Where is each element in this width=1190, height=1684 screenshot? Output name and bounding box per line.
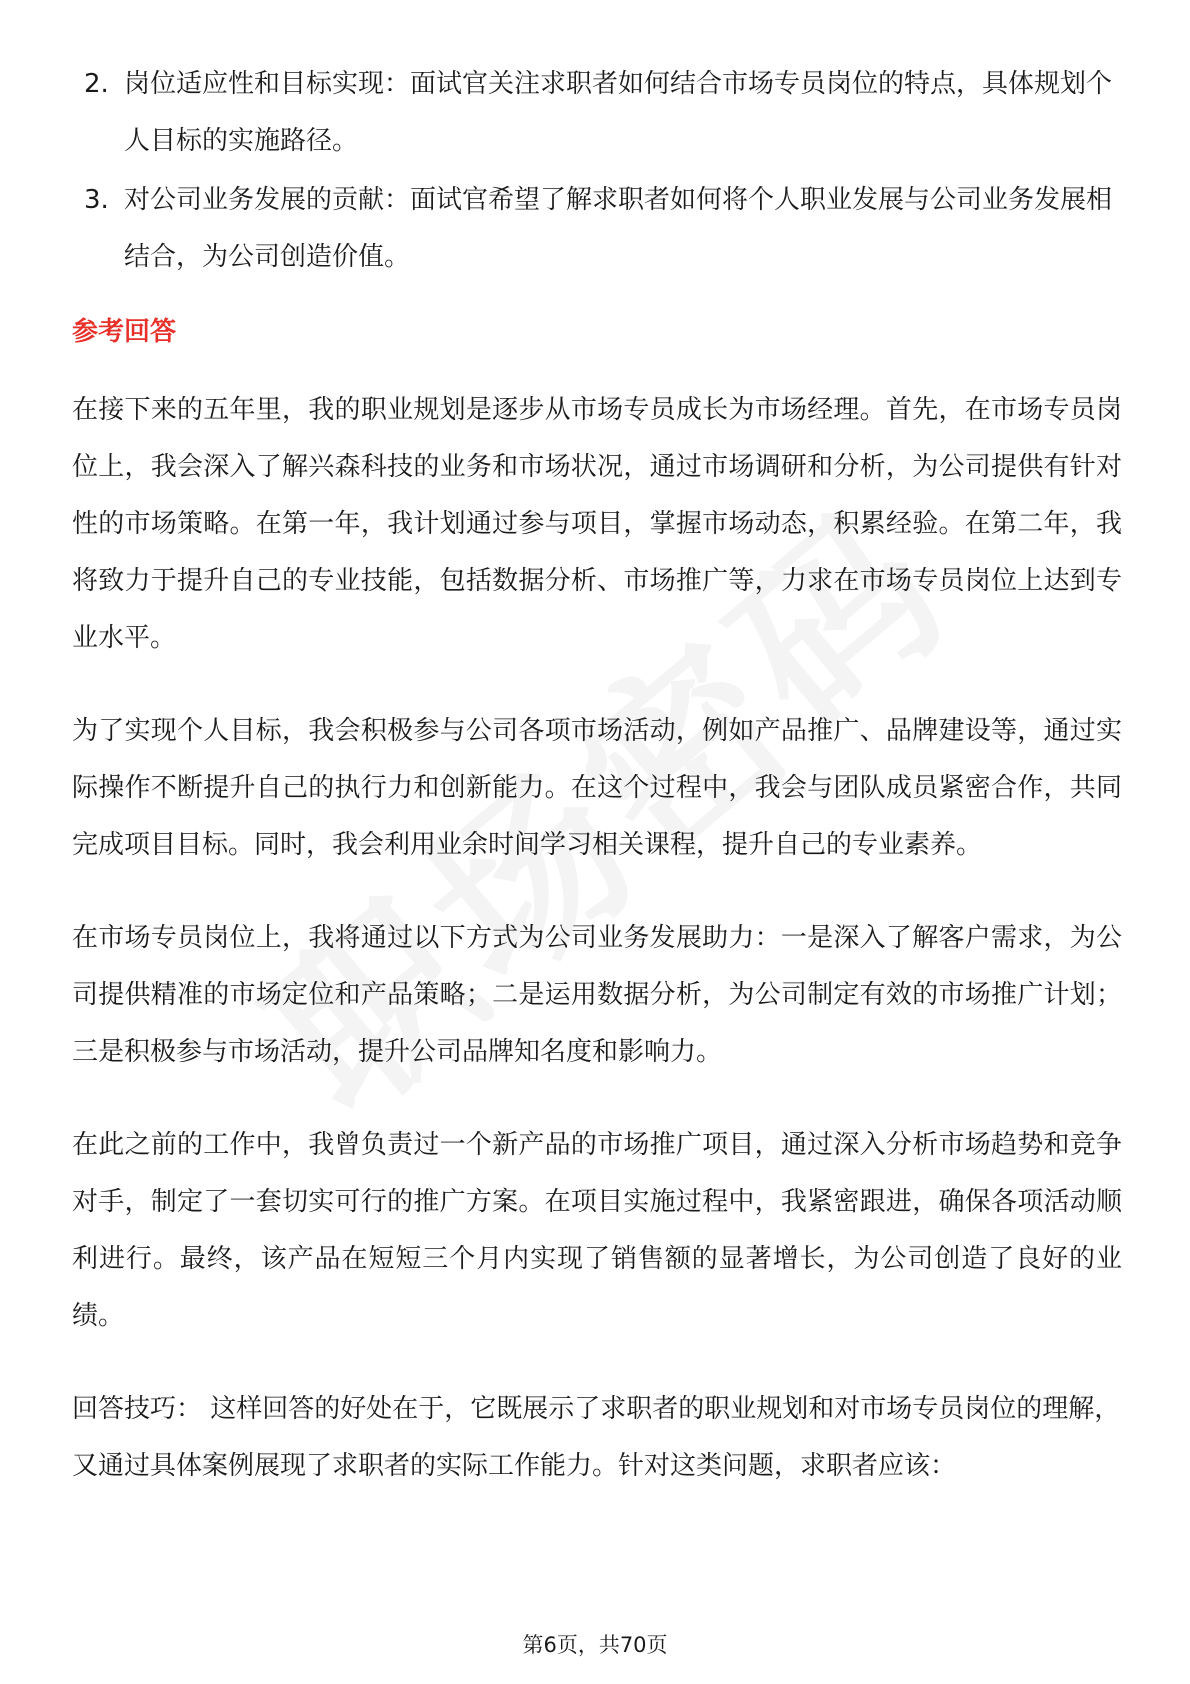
list-item-text: 对公司业务发展的贡献：面试官希望了解求职者如何将个人职业发展与公司业务发展相结合，为公司创造价值。 — [124, 185, 1113, 272]
list-item — [72, 56, 1122, 170]
answer-paragraph: 为了实现个人目标，我会积极参与公司各项市场活动，例如产品推广、品牌建设等，通过实际操作不断提升自己的执行力和创新能力。在这个过程中，我会与团队成员紧密合作，共同完成项目目标。同时，我会利用业余时间学习相关课程，提升自己的专业素养。 — [72, 716, 1122, 860]
answer-paragraph: 在此之前的工作中，我曾负责过一个新产品的市场推广项目，通过深入分析市场趋势和竞争对手，制定了一套切实可行的推广方案。在项目实施过程中，我紧密跟进，确保各项活动顺利进行。最终，该产品在短短三个月内实现了销售额的显著增长，为公司创造了良好的业绩。 — [72, 1130, 1122, 1331]
answer-paragraph: 在市场专员岗位上，我将通过以下方式为公司业务发展助力：一是深入了解客户需求，为公司提供精准的市场定位和产品策略；二是运用数据分析，为公司制定有效的市场推广计划；三是积极参与市场活动，提升公司品牌知名度和影响力。 — [72, 923, 1122, 1067]
answer-tips: 回答技巧： 这样回答的好处在于，它既展示了求职者的职业规划和对市场专员岗位的理解，又通过具体案例展现了求职者的实际工作能力。针对这类问题，求职者应该： — [72, 1394, 1121, 1481]
list-item — [72, 172, 1122, 286]
answer-paragraph: 在接下来的五年里，我的职业规划是逐步从市场专员成长为市场经理。首先，在市场专员岗位上，我会深入了解兴森科技的业务和市场状况，通过市场调研和分析，为公司提供有针对性的市场策略。在第一年，我计划通过参与项目，掌握市场动态，积累经验。在第二年，我将致力于提升自己的专业技能，包括数据分析、市场推广等，力求在市场专员岗位上达到专业水平。 — [72, 395, 1122, 653]
list-item-number: 3. — [84, 185, 109, 215]
list-item-number: 2. — [84, 69, 109, 99]
list-item-text: 岗位适应性和目标实现：面试官关注求职者如何结合市场专员岗位的特点，具体规划个人目标的实施路径。 — [124, 69, 1113, 156]
page-content — [72, 56, 1122, 1495]
page-number-footer: 第6页，共70页 — [522, 1633, 668, 1657]
section-title: 参考回答 — [72, 317, 177, 347]
